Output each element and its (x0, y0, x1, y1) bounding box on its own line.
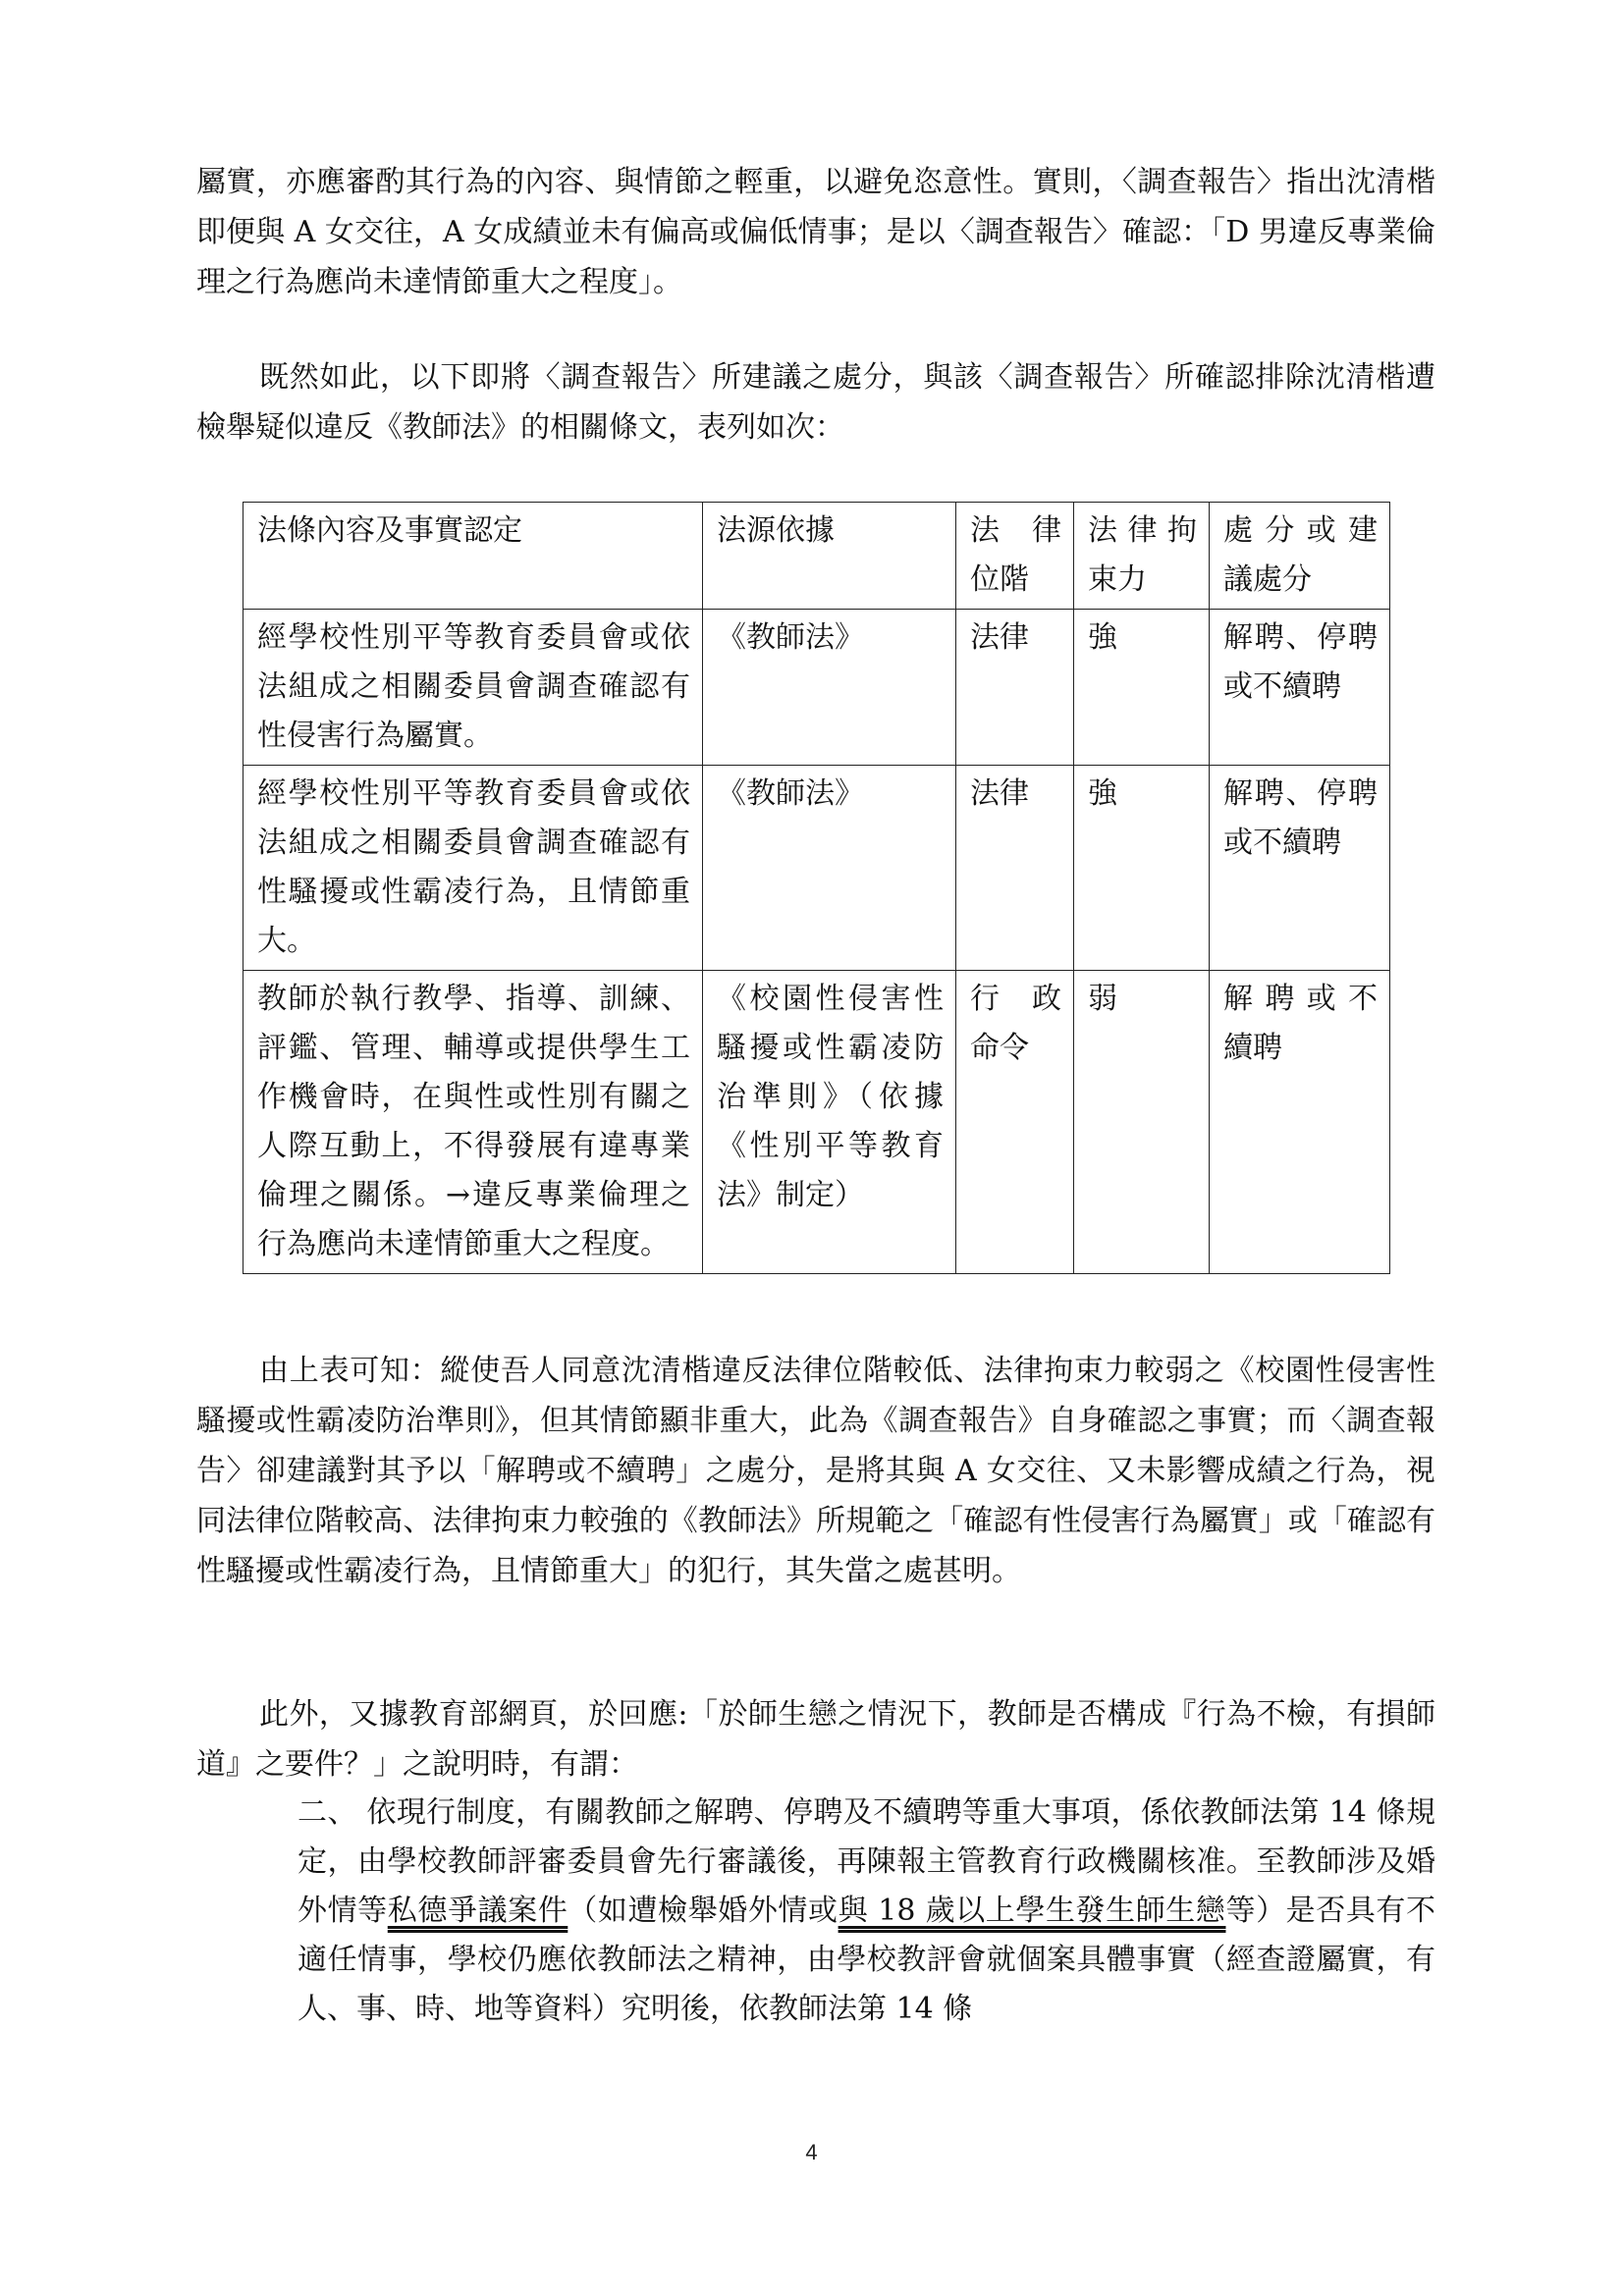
quote-text-part3: 等）是否具有不適任情事，學校仍應依教師法之精神，由學校教評會就個案具體事實（經查證屬實，有人、事、時、地等資料）究明後，依教師法第 14 條 (298, 1894, 1436, 2026)
cell-penalty: 解聘、停聘或不續聘 (1210, 766, 1390, 971)
page-number: 4 (805, 2140, 818, 2164)
table-header-row (243, 503, 1390, 610)
cell-legal-source: 《教師法》 (703, 766, 956, 971)
law-comparison-table (243, 502, 1390, 1274)
quote-text-part2: （如遭檢舉婚外情或 (568, 1894, 839, 1928)
quote-text-part1: 二、 依現行制度，有關教師之解聘、停聘及不續聘等重大事項，係依教師法第 14 條規定，由學校教師評審委員會先行審議後，再陳報主管教育行政機關核准。至教師涉及婚外情等 (298, 1795, 1435, 1928)
quote-underlined-private-morality: 私德爭議案件 (387, 1894, 568, 1928)
paragraph-table-analysis: 由上表可知：縱使吾人同意沈清楷違反法律位階較低、法律拘束力較弱之《校園性侵害性騷擾或性霸凌防治準則》，但其情節顯非重大，此為《調查報告》自身確認之事實；而〈調查報告〉卻建議對其予以「解聘或不續聘」之處分，是將其與 A 女交往、又未影響成績之行為，視同法律位階較高、法律拘束力較強的《教師法》所規範之「確認有性侵害行為屬實」或「確認有性騷擾或性霸凌行為，且情節重大」的犯行，其失當之處甚明。 (196, 1354, 1435, 1588)
header-legal-rank: 法 律位階 (956, 503, 1074, 610)
cell-binding-force: 強 (1074, 766, 1210, 971)
cell-binding-force: 弱 (1074, 971, 1210, 1274)
cell-law-content: 經學校性別平等教育委員會或依法組成之相關委員會調查確認有性侵害行為屬實。 (243, 610, 703, 766)
header-binding-force: 法律拘束力 (1074, 503, 1210, 610)
cell-legal-source: 《校園性侵害性騷擾或性霸凌防治準則》（依據《性別平等教育法》制定） (703, 971, 956, 1274)
quoted-ministry-explanation (298, 1789, 1435, 2034)
cell-binding-force: 強 (1074, 610, 1210, 766)
cell-penalty: 解 聘 或 不續聘 (1210, 971, 1390, 1274)
cell-legal-rank: 行 政命令 (956, 971, 1074, 1274)
table-row (243, 971, 1390, 1274)
paragraph-ministry-intro: 此外，又據教育部網頁，於回應:「於師生戀之情況下，教師是否構成『行為不檢，有損師道』之要件？」之說明時，有謂： (196, 1697, 1435, 1782)
cell-legal-source: 《教師法》 (703, 610, 956, 766)
paragraph-report-finding: 屬實，亦應審酌其行為的內容、與情節之輕重，以避免恣意性。實則，〈調查報告〉指出沈清楷即便與 A 女交往，A 女成績並未有偏高或偏低情事；是以〈調查報告〉確認：「D 男違反專業倫理之行為應尚未達情節重大之程度」。 (196, 165, 1435, 299)
paragraph-table-intro: 既然如此，以下即將〈調查報告〉所建議之處分，與該〈調查報告〉所確認排除沈清楷遭檢舉疑似違反《教師法》的相關條文，表列如次： (196, 360, 1435, 445)
header-law-content: 法條內容及事實認定 (243, 503, 703, 610)
cell-law-content: 經學校性別平等教育委員會或依法組成之相關委員會調查確認有性騷擾或性霸凌行為，且情節重大。 (243, 766, 703, 971)
table-row (243, 766, 1390, 971)
cell-legal-rank: 法律 (956, 766, 1074, 971)
cell-law-content: 教師於執行教學、指導、訓練、評鑑、管理、輔導或提供學生工作機會時，在與性或性別有關之人際互動上，不得發展有違專業倫理之關係。→違反專業倫理之行為應尚未達情節重大之程度。 (243, 971, 703, 1274)
header-legal-source: 法源依據 (703, 503, 956, 610)
quote-underlined-teacher-student-romance: 與 18 歲以上學生發生師生戀 (838, 1894, 1226, 1928)
header-penalty: 處 分 或 建議處分 (1210, 503, 1390, 610)
cell-penalty: 解聘、停聘或不續聘 (1210, 610, 1390, 766)
cell-legal-rank: 法律 (956, 610, 1074, 766)
table-row (243, 610, 1390, 766)
